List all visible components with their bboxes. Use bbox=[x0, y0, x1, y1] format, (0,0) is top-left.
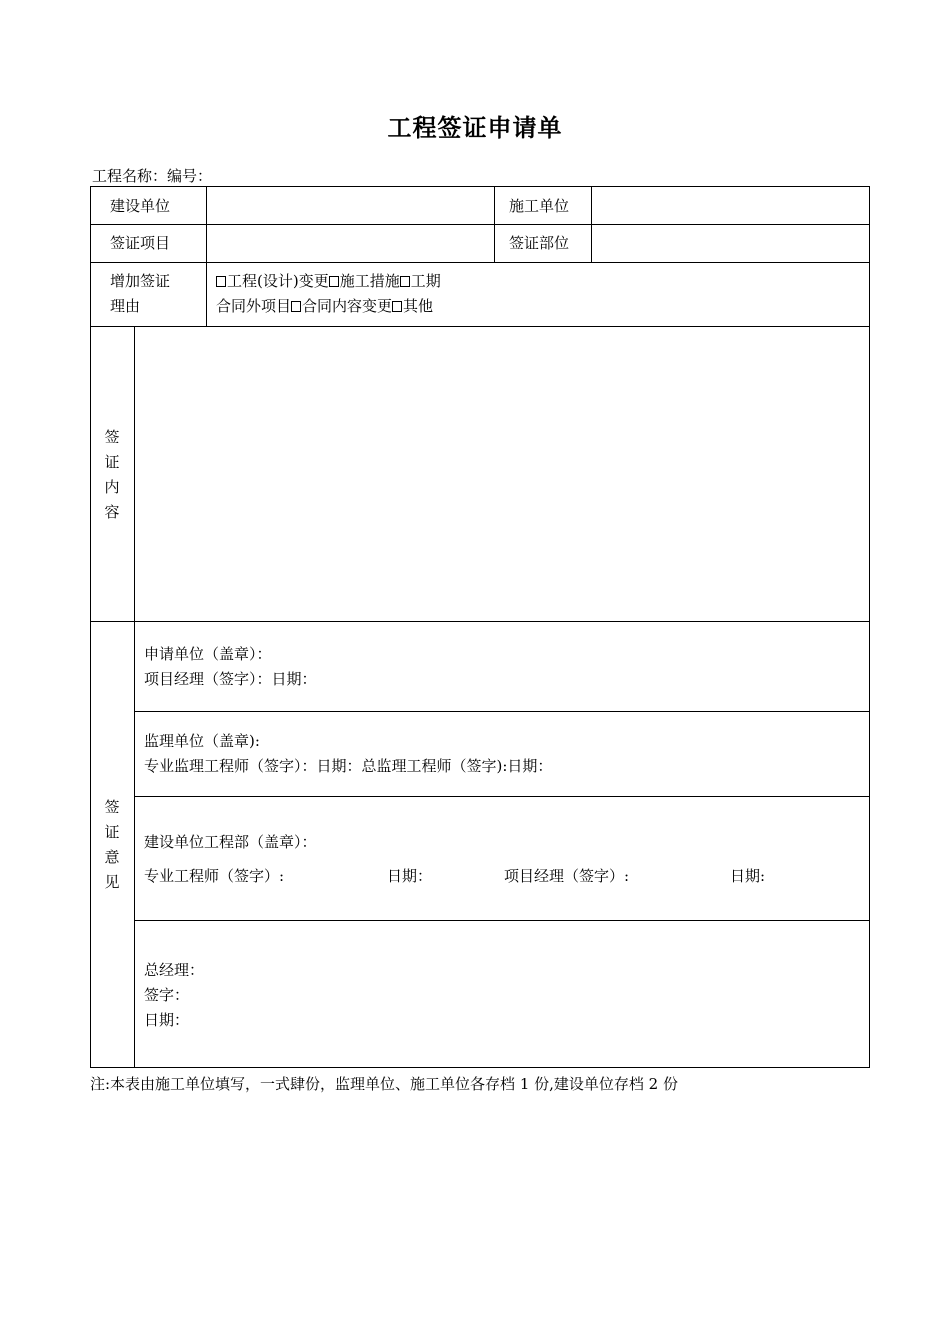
column-divider bbox=[134, 326, 135, 1067]
option-extra-contract-item: 合同外项目 bbox=[216, 297, 292, 315]
gm-date-label: 日期： bbox=[144, 1011, 190, 1029]
reason-label-line2: 理由 bbox=[110, 297, 141, 315]
page-title: 工程签证申请单 bbox=[387, 113, 563, 142]
option-contract-change: 合同内容变更 bbox=[302, 297, 393, 315]
checkbox-schedule[interactable] bbox=[400, 276, 410, 287]
option-other: 其他 bbox=[403, 297, 434, 315]
visa-content-label: 签 证 内 容 bbox=[104, 428, 120, 521]
reason-label-line1: 增加签证 bbox=[110, 272, 171, 290]
owner-engineer-sign: 专业工程师（签字）: bbox=[144, 867, 285, 885]
visa-form-table bbox=[90, 186, 870, 1068]
construction-owner-label: 建设单位 bbox=[110, 197, 171, 215]
visa-opinion-label: 签 证 意 见 bbox=[104, 798, 120, 891]
row-divider bbox=[91, 262, 869, 263]
checkbox-other[interactable] bbox=[392, 301, 402, 312]
checkbox-design-change[interactable] bbox=[216, 276, 226, 287]
option-design-change: 工程(设计)变更 bbox=[227, 272, 329, 290]
owner-pm-date: 日期: bbox=[730, 867, 766, 885]
owner-dept-seal-line: 建设单位工程部（盖章）： bbox=[144, 833, 317, 851]
option-schedule: 工期 bbox=[410, 272, 441, 290]
owner-engineer-date: 日期： bbox=[387, 867, 433, 885]
row-divider bbox=[91, 621, 869, 622]
checkbox-construction-measures[interactable] bbox=[329, 276, 339, 287]
applicant-pm-sign-line: 项目经理（签字）：日期： bbox=[144, 670, 317, 688]
visa-content-area[interactable] bbox=[136, 328, 867, 620]
supervisor-sign-line: 专业监理工程师（签字）：日期：总监理工程师（签字):日期： bbox=[144, 757, 553, 775]
row-divider bbox=[134, 711, 869, 712]
gm-label: 总经理： bbox=[144, 961, 205, 979]
visa-item-field[interactable] bbox=[208, 226, 492, 261]
owner-pm-sign: 项目经理（签字）: bbox=[504, 867, 630, 885]
project-name-number-line: 工程名称：编号： bbox=[92, 167, 213, 185]
column-divider bbox=[591, 187, 592, 262]
supervisor-seal-line: 监理单位（盖章): bbox=[144, 732, 260, 750]
gm-sign-label: 签字： bbox=[144, 986, 190, 1004]
footnote: 注:本表由施工单位填写，一式肆份，监理单位、施工单位各存档 1 份,建设单位存档 2 份 bbox=[90, 1075, 678, 1093]
contractor-field[interactable] bbox=[593, 188, 867, 223]
reason-options-line1 bbox=[216, 269, 441, 294]
visa-location-field[interactable] bbox=[593, 226, 867, 261]
reason-options-line2 bbox=[216, 294, 433, 319]
row-divider bbox=[134, 920, 869, 921]
applicant-seal-line: 申请单位（盖章）： bbox=[144, 645, 272, 663]
visa-item-label: 签证项目 bbox=[110, 234, 171, 252]
column-divider bbox=[206, 187, 207, 326]
row-divider bbox=[91, 326, 869, 327]
option-construction-measures: 施工措施 bbox=[339, 272, 400, 290]
row-divider bbox=[91, 224, 869, 225]
row-divider bbox=[134, 796, 869, 797]
construction-owner-field[interactable] bbox=[208, 188, 492, 223]
column-divider bbox=[494, 187, 495, 262]
contractor-label: 施工单位 bbox=[509, 197, 570, 215]
checkbox-contract-change[interactable] bbox=[291, 301, 301, 312]
visa-location-label: 签证部位 bbox=[509, 234, 570, 252]
